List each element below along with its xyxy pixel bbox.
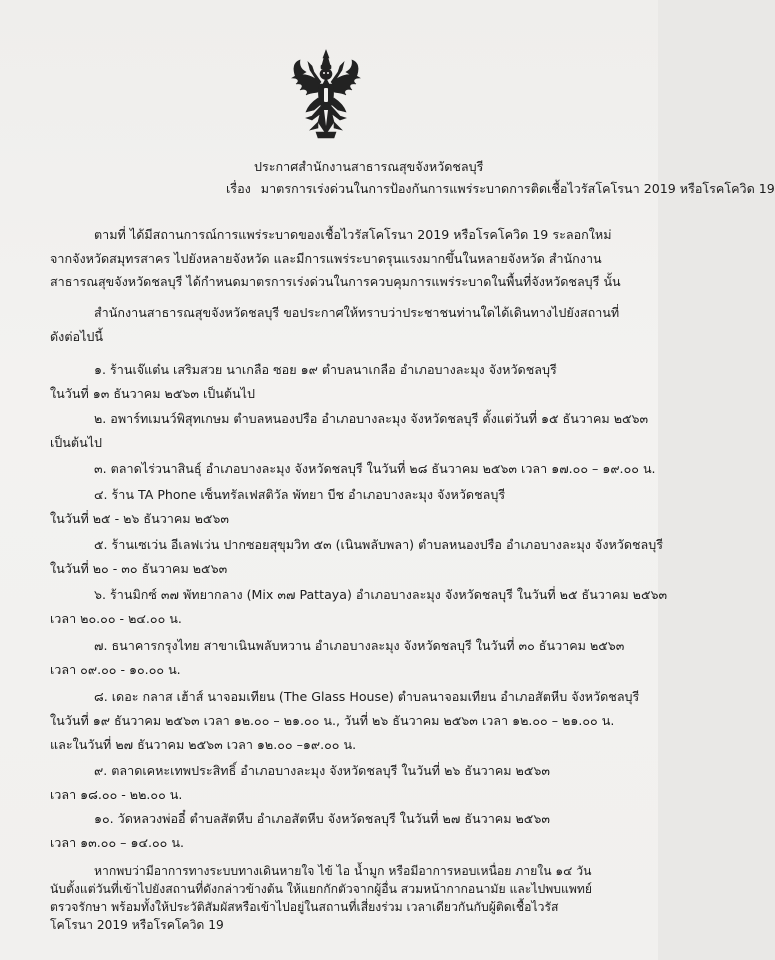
subject-label: เรื่อง	[226, 181, 251, 196]
closing-line-2: นับตั้งแต่วันที่เข้าไปยังสถานที่ดังกล่าวข้างต้น ให้แยกกักตัวจากผู้อื่น สวมหน้ากากอนามัย และไปพบแพทย์	[50, 882, 593, 896]
location-item-2: ๒. อพาร์ทเมนว์พิสุทเกษม ตำบลหนองปรือ อำเภอบางละมุง จังหวัดชลบุรี ตั้งแต่วันที่ ๑๕ ธันวาคม ๒๕๖๓	[94, 411, 649, 426]
intro-paragraph-line: จากจังหวัดสมุทรสาคร ไปยังหลายจังหวัด และมีการแพร่ระบาดรุนแรงมากขึ้นในหลายจังหวัด สำนักงาน	[50, 251, 602, 266]
location-item-8: ๘. เดอะ กลาส เฮ้าส์ นาจอมเทียน (The Glass House) ตำบลนาจอมเทียน อำเภอสัตหีบ จังหวัดชลบุรี	[94, 689, 640, 704]
announcement-subject	[226, 180, 775, 198]
location-item-1: ๑. ร้านเจ๊แต๋น เสริมสวย นาเกลือ ซอย ๑๙ ตำบลนาเกลือ อำเภอบางละมุง จังหวัดชลบุรี	[94, 362, 557, 377]
garuda-emblem-icon	[288, 48, 364, 140]
location-item-6-time: เวลา ๒๐.๐๐ - ๒๔.๐๐ น.	[50, 611, 182, 626]
location-item-7: ๗. ธนาคารกรุงไทย สาขาเนินพลับหวาน อำเภอบางละมุง จังหวัดชลบุรี ในวันที่ ๓๐ ธันวาคม ๒๕๖๓	[94, 638, 625, 653]
closing-line-3: ตรวจรักษา พร้อมทั้งให้ประวัติสัมผัสหรือเข้าไปอยู่ในสถานที่เสี่ยงร่วม เวลาเดียวกันกับผู้ติดเชื้อไวรัส	[50, 900, 559, 914]
closing-line-4: โคโรนา 2019 หรือโรคโควิด 19	[50, 918, 224, 932]
notice-paragraph-line: ดังต่อไปนี้	[50, 329, 104, 344]
location-item-5-date: ในวันที่ ๒๐ - ๓๐ ธันวาคม ๒๕๖๓	[50, 561, 228, 576]
location-item-2-date: เป็นต้นไป	[50, 435, 103, 450]
location-item-1-date: ในวันที่ ๑๓ ธันวาคม ๒๕๖๓ เป็นต้นไป	[50, 386, 255, 401]
closing-line-1: หากพบว่ามีอาการทางระบบทางเดินหายใจ ไข้ ไอ น้ำมูก หรือมีอาการหอบเหนื่อย ภายใน ๑๔ วัน	[94, 864, 592, 878]
location-item-8-dates: ในวันที่ ๑๙ ธันวาคม ๒๕๖๓ เวลา ๑๒.๐๐ – ๒๑.๐๐ น., วันที่ ๒๖ ธันวาคม ๒๕๖๓ เวลา ๑๒.๐๐ – ๒๑.๐๐ น.	[50, 713, 615, 728]
location-item-10-time: เวลา ๑๓.๐๐ – ๑๔.๐๐ น.	[50, 835, 184, 850]
notice-paragraph-line: สำนักงานสาธารณสุขจังหวัดชลบุรี ขอประกาศให้ทราบว่าประชาชนท่านใดได้เดินทางไปยังสถานที่	[94, 305, 620, 320]
location-item-5: ๕. ร้านเซเว่น อีเลฟเว่น ปากซอยสุขุมวิท ๕๓ (เนินพลับพลา) ตำบลหนองปรือ อำเภอบางละมุง จังหวัดชลบุรี	[94, 537, 664, 552]
intro-paragraph-line: ตามที่ ได้มีสถานการณ์การแพร่ระบาดของเชื้อไวรัสโคโรนา 2019 หรือโรคโควิด 19 ระลอกใหม่	[94, 227, 612, 242]
location-item-4-date: ในวันที่ ๒๕ - ๒๖ ธันวาคม ๒๕๖๓	[50, 511, 230, 526]
location-item-9-time: เวลา ๑๘.๐๐ - ๒๒.๐๐ น.	[50, 787, 183, 802]
subject-text: มาตรการเร่งด่วนในการป้องกันการแพร่ระบาดการติดเชื้อไวรัสโคโรนา 2019 หรือโรคโควิด 19	[260, 181, 775, 196]
location-item-4: ๔. ร้าน TA Phone เซ็นทรัลเฟสติวัล พัทยา บีช อำเภอบางละมุง จังหวัดชลบุรี	[94, 487, 506, 502]
location-item-9: ๙. ตลาดเคหะเทพประสิทธิ์ อำเภอบางละมุง จังหวัดชลบุรี ในวันที่ ๒๖ ธันวาคม ๒๕๖๓	[94, 763, 550, 778]
intro-paragraph-line: สาธารณสุขจังหวัดชลบุรี ได้กำหนดมาตรการเร่งด่วนในการควบคุมการแพร่ระบาดในพื้นที่จังหวัดชลบุรี นั้น	[50, 274, 621, 289]
location-item-6: ๖. ร้านมิกซ์ ๓๗ พัทยากลาง (Mix ๓๗ Pattaya) อำเภอบางละมุง จังหวัดชลบุรี ในวันที่ ๒๕ ธันวาคม ๒๕๖๓	[94, 587, 668, 602]
location-item-3: ๓. ตลาดไร่วนาสินธุ์ อำเภอบางละมุง จังหวัดชลบุรี ในวันที่ ๒๘ ธันวาคม ๒๕๖๓ เวลา ๑๗.๐๐ – ๑๙.๐๐ น.	[94, 461, 656, 476]
location-item-10: ๑๐. วัดหลวงพ่ออี๋ ตำบลสัตหีบ อำเภอสัตหีบ จังหวัดชลบุรี ในวันที่ ๒๗ ธันวาคม ๒๕๖๓	[94, 811, 550, 826]
location-item-8-dates-cont: และในวันที่ ๒๗ ธันวาคม ๒๕๖๓ เวลา ๑๒.๐๐ –๑๙.๐๐ น.	[50, 737, 357, 752]
announcement-title: ประกาศสำนักงานสาธารณสุขจังหวัดชลบุรี	[254, 159, 484, 174]
location-item-7-time: เวลา ๐๙.๐๐ - ๑๐.๐๐ น.	[50, 662, 181, 677]
